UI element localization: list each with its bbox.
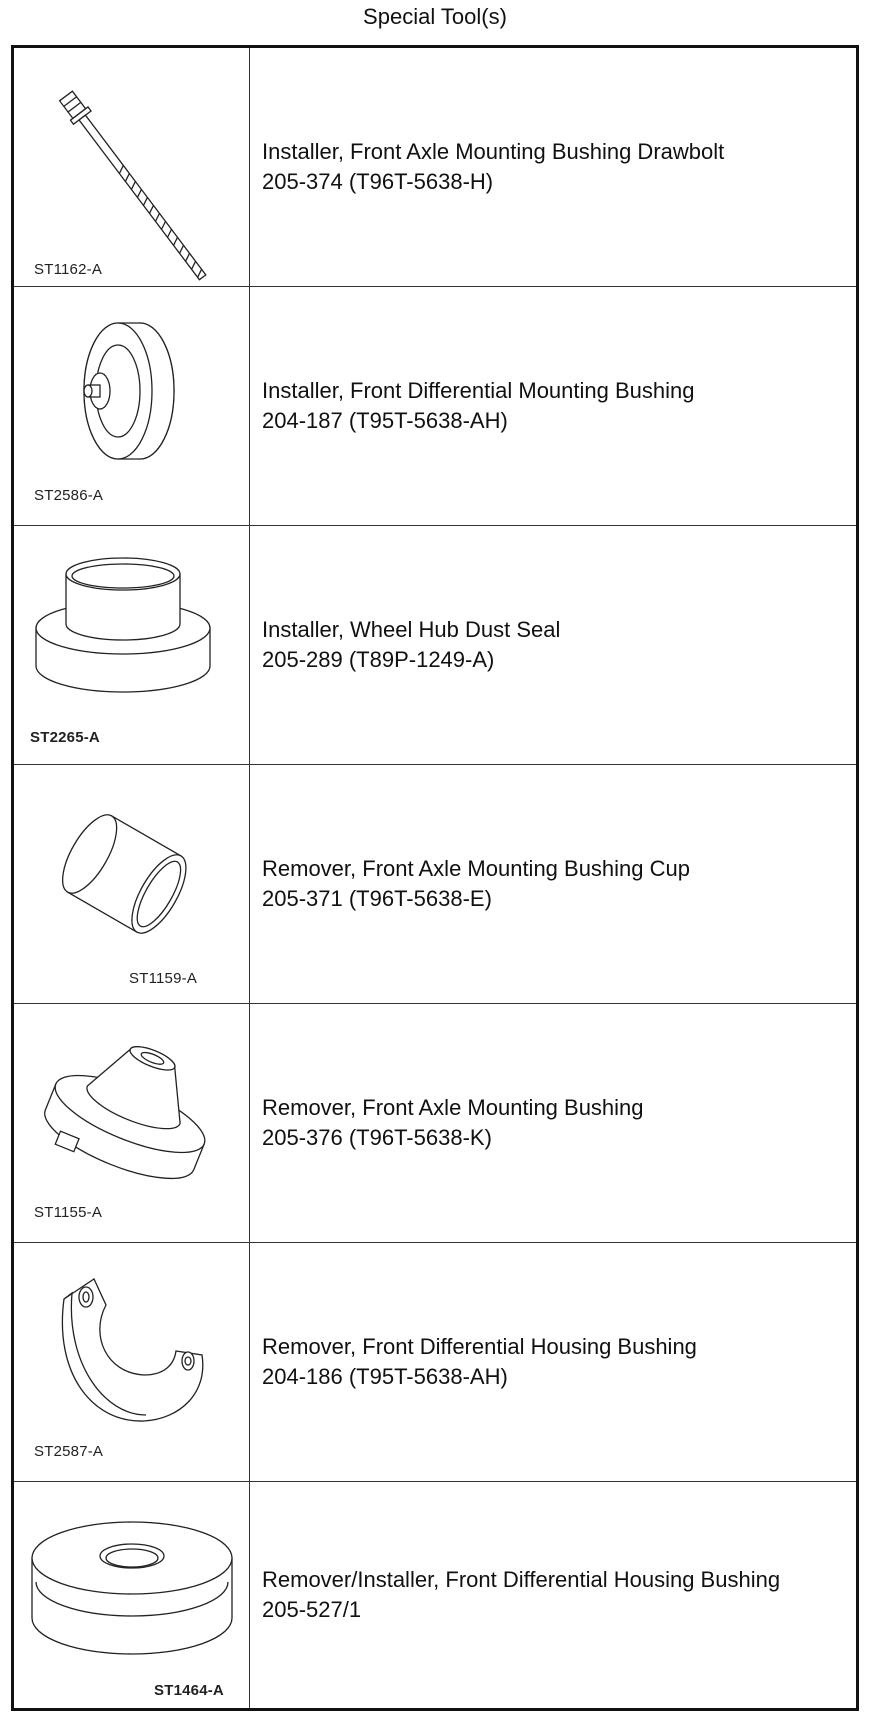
tool-code: ST1159-A [129, 970, 198, 987]
table-row [14, 287, 856, 526]
tool-part-number: 205-527/1 [262, 1597, 362, 1622]
tool-description [262, 1482, 852, 1708]
table-row [14, 48, 856, 287]
tool-name: Remover, Front Axle Mounting Bushing Cup [262, 856, 691, 881]
tool-description [262, 287, 852, 525]
tool-illustration-cell [14, 765, 250, 1003]
tool-code: ST2265-A [30, 729, 100, 746]
tool-name: Installer, Front Axle Mounting Bushing Drawbolt [262, 139, 725, 164]
tool-code: ST2586-A [34, 487, 104, 504]
tool-name: Remover, Front Axle Mounting Bushing [262, 1095, 644, 1120]
tool-code: ST1162-A [34, 261, 103, 278]
tool-name: Remover/Installer, Front Differential Housing Bushing [262, 1567, 781, 1592]
tool-part-number: 204-187 (T95T-5638-AH) [262, 408, 508, 433]
tool-illustration-cell [14, 1004, 250, 1242]
table-row [14, 1243, 856, 1482]
tool-description [262, 48, 852, 286]
tool-description [262, 1243, 852, 1481]
tool-description [262, 526, 852, 764]
table-row [14, 1482, 856, 1708]
bushing-cup-remover-illustration [14, 765, 250, 1004]
housing-bushing-remover-installer-illustration [14, 1482, 250, 1708]
table-row [14, 526, 856, 765]
table-row [14, 1004, 856, 1243]
page-title: Special Tool(s) [363, 4, 507, 29]
tool-part-number: 205-289 (T89P-1249-A) [262, 647, 495, 672]
tool-name: Remover, Front Differential Housing Bushing [262, 1334, 697, 1359]
table-row [14, 765, 856, 1004]
tool-code: ST1464-A [154, 1682, 224, 1699]
tool-part-number: 205-371 (T96T-5638-E) [262, 886, 492, 911]
tool-name: Installer, Front Differential Mounting Bushing [262, 378, 695, 403]
drawbolt-illustration [14, 48, 250, 287]
tool-part-number: 205-374 (T96T-5638-H) [262, 169, 494, 194]
tool-part-number: 204-186 (T95T-5638-AH) [262, 1364, 508, 1389]
tool-code: ST1155-A [34, 1204, 103, 1221]
tool-description [262, 765, 852, 1003]
tool-part-number: 205-376 (T96T-5638-K) [262, 1125, 492, 1150]
tool-illustration-cell [14, 1243, 250, 1481]
tool-code: ST2587-A [34, 1443, 104, 1460]
tool-illustration-cell [14, 526, 250, 764]
tool-illustration-cell [14, 48, 250, 286]
tool-illustration-cell [14, 1482, 250, 1708]
special-tools-table [11, 45, 859, 1711]
tool-name: Installer, Wheel Hub Dust Seal [262, 617, 561, 642]
tool-description [262, 1004, 852, 1242]
tool-illustration-cell [14, 287, 250, 525]
